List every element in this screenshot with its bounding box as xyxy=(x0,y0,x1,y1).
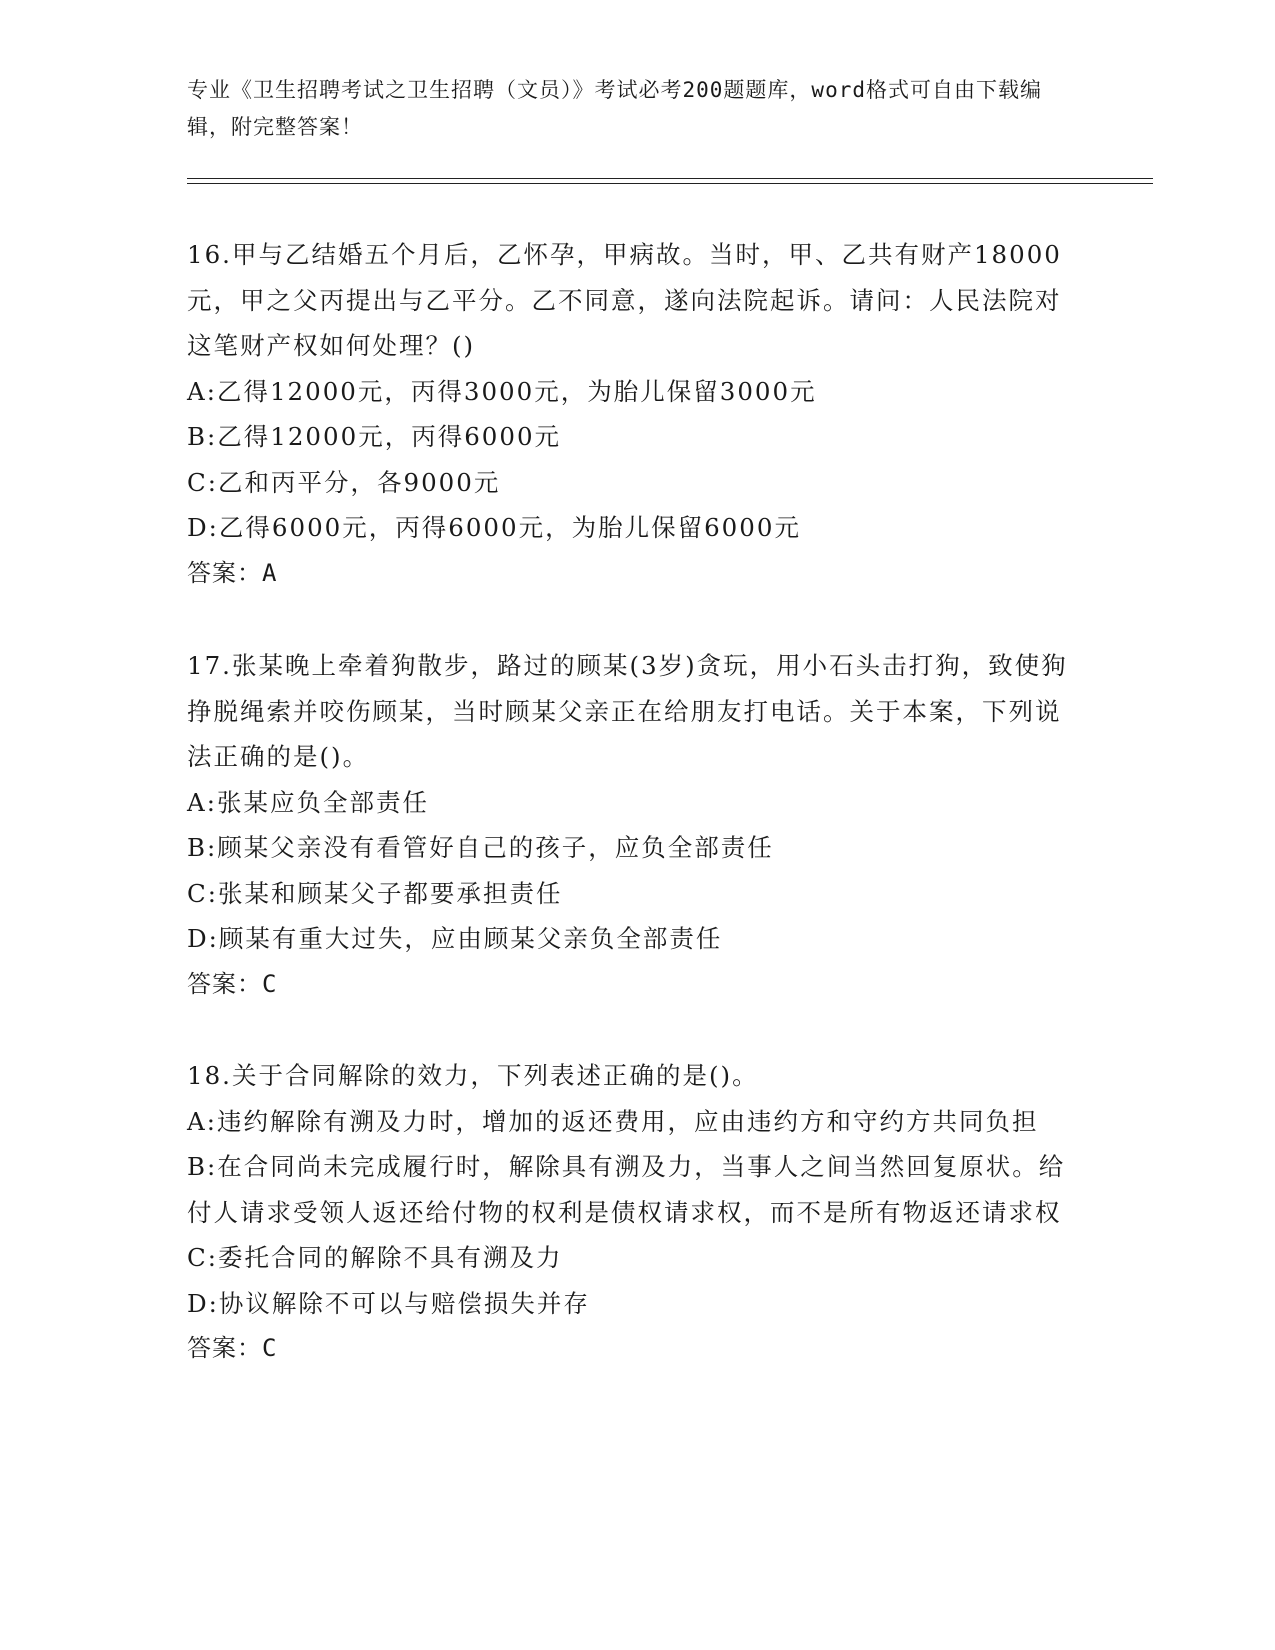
question-17 xyxy=(187,643,1077,1007)
option-d: D:协议解除不可以与赔偿损失并存 xyxy=(187,1288,590,1318)
question-stem: 17.张某晚上牵着狗散步，路过的顾某(3岁)贪玩，用小石头击打狗，致使狗挣脱绳索并咬伤顾某，当时顾某父亲正在给朋友打电话。关于本案，下列说法正确的是()。 xyxy=(187,651,1068,771)
header-divider-bottom xyxy=(187,183,1153,184)
answer: 答案：C xyxy=(187,1334,278,1362)
option-a: A:张某应负全部责任 xyxy=(187,787,429,817)
header-divider-top xyxy=(187,178,1153,179)
option-d: D:乙得6000元，丙得6000元，为胎儿保留6000元 xyxy=(187,513,801,542)
document-header: 专业《卫生招聘考试之卫生招聘（文员）》考试必考200题题库，word格式可自由下载编辑，附完整答案！ xyxy=(187,78,1042,139)
option-c: C:委托合同的解除不具有溯及力 xyxy=(187,1243,563,1272)
option-a: A:违约解除有溯及力时，增加的返还费用，应由违约方和守约方共同负担 xyxy=(187,1106,1039,1136)
question-stem: 18.关于合同解除的效力，下列表述正确的是()。 xyxy=(187,1061,759,1090)
option-b: B:在合同尚未完成履行时，解除具有溯及力，当事人之间当然回复原状。给付人请求受领人返还给付物的权利是债权请求权，而不是所有物返还请求权 xyxy=(187,1152,1066,1227)
question-18 xyxy=(187,1053,1077,1372)
question-16 xyxy=(187,232,1077,596)
answer: 答案：A xyxy=(187,558,278,587)
option-c: C:张某和顾某父子都要承担责任 xyxy=(187,878,563,908)
option-d: D:顾某有重大过失，应由顾某父亲负全部责任 xyxy=(187,924,723,953)
question-stem: 16.甲与乙结婚五个月后，乙怀孕，甲病故。当时，甲、乙共有财产18000元，甲之父丙提出与乙平分。乙不同意，遂向法院起诉。请问：人民法院对这笔财产权如何处理？() xyxy=(187,240,1062,360)
answer: 答案：C xyxy=(187,969,278,998)
option-a: A:乙得12000元，丙得3000元，为胎儿保留3000元 xyxy=(187,376,817,406)
option-b: B:乙得12000元，丙得6000元 xyxy=(187,422,562,451)
option-c: C:乙和丙平分，各9000元 xyxy=(187,467,501,497)
option-b: B:顾某父亲没有看管好自己的孩子，应负全部责任 xyxy=(187,833,774,862)
